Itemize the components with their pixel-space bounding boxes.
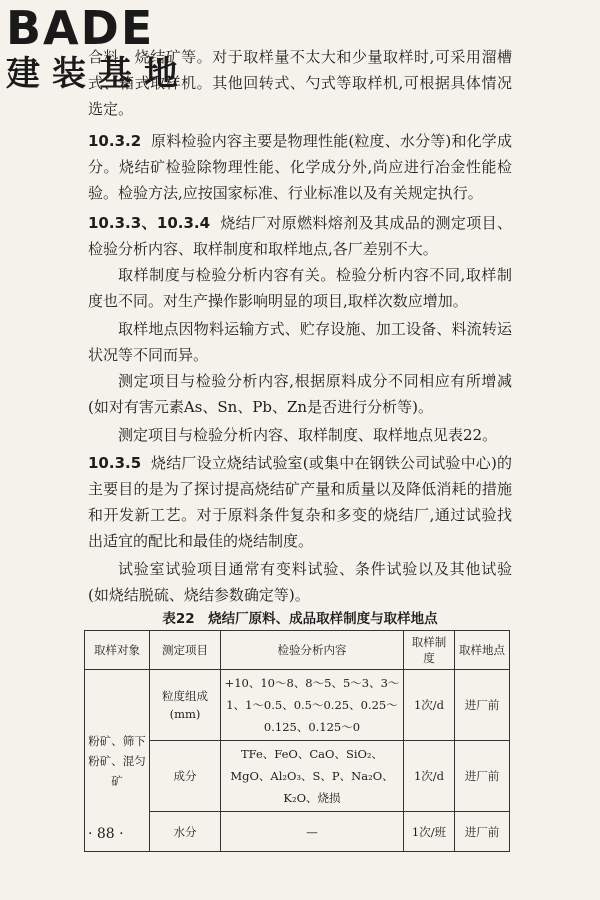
paragraph-sampling-system: 取样制度与检验分析内容有关。检验分析内容不同,取样制度也不同。对生产操作影响明显的项目,取样次数应增加。 — [88, 266, 512, 310]
table-cell: 水分 — [150, 812, 221, 852]
table-row — [85, 670, 510, 741]
table-cell: 粒度组成(mm) — [150, 670, 221, 741]
table-cell: 进厂前 — [455, 670, 510, 741]
table-cell: 进厂前 — [455, 812, 510, 852]
header-cell: 取样制度 — [404, 631, 455, 670]
table-cell: 成分 — [150, 741, 221, 812]
table-cell: 进厂前 — [455, 741, 510, 812]
page-number: · 88 · — [88, 826, 124, 842]
section-number: 10.3.3、10.3.4 — [88, 214, 211, 232]
table-cell: 1次/d — [404, 741, 455, 812]
header-cell: 测定项目 — [150, 631, 221, 670]
sample-object-cell: 粉矿、筛下粉矿、混匀矿 — [85, 670, 150, 852]
paragraph-10-3-5 — [88, 450, 512, 554]
paragraph-sampling-location: 取样地点因物料运输方式、贮存设施、加工设备、料流转运状况等不同而异。 — [88, 320, 512, 364]
paragraph-text: 烧结厂设立烧结试验室(或集中在钢铁公司试验中心)的主要目的是为了探讨提高烧结矿产量和质量以及降低消耗的措施和开发新工艺。对于原料条件复杂和多变的烧结厂,通过试验找出适宜的配比和最佳的烧结制度。 — [88, 454, 512, 550]
header-cell: 检验分析内容 — [221, 631, 404, 670]
paragraph-text: 原料检验内容主要是物理性能(粒度、水分等)和化学成分。烧结矿检验除物理性能、化学成分外,尚应进行冶金性能检验。检验方法,应按国家标准、行业标准以及有关规定执行。 — [88, 132, 512, 202]
paragraph-table-ref: 测定项目与检验分析内容、取样制度、取样地点见表22。 — [118, 426, 498, 444]
paragraph-lab-tests: 试验室试验项目通常有变料试验、条件试验以及其他试验(如烧结脱硫、烧结参数确定等)。 — [88, 560, 512, 604]
paragraph-0: 合料、烧结矿等。对于取样量不太大和少量取样时,可采用溜槽式、箱式取样机。其他回转式、勺式等取样机,可根据具体情况选定。 — [88, 48, 512, 118]
table-header-row — [85, 631, 510, 670]
table-cell: +10、10～8、8～5、5～3、3～1、1～0.5、0.5～0.25、0.25～0.125、0.125～0 — [221, 670, 404, 741]
section-number: 10.3.5 — [88, 454, 142, 472]
table-cell: 1次/d — [404, 670, 455, 741]
paragraph-text: 烧结厂对原燃料熔剂及其成品的测定项目、检验分析内容、取样制度和取样地点,各厂差别不大。 — [88, 214, 512, 258]
header-cell: 取样地点 — [455, 631, 510, 670]
logo-text-top: BADE — [6, 1, 155, 55]
header-cell: 取样对象 — [85, 631, 150, 670]
table-cell: 1次/班 — [404, 812, 455, 852]
paragraph-test-items: 测定项目与检验分析内容,根据原料成分不同相应有所增减(如对有害元素As、Sn、Pb、Zn是否进行分析等)。 — [88, 372, 512, 416]
logo-text-bottom: 建装基地 — [6, 54, 190, 94]
table-cell: TFe、FeO、CaO、SiO₂、MgO、Al₂O₃、S、P、Na₂O、K₂O、烧损 — [221, 741, 404, 812]
paragraph-10-3-3 — [88, 210, 512, 262]
section-number: 10.3.2 — [88, 132, 142, 150]
table-cell: — — [221, 812, 404, 852]
table-title: 表22 烧结厂原料、成品取样制度与取样地点 — [162, 611, 438, 627]
paragraph-10-3-2 — [88, 128, 512, 206]
sampling-table — [84, 630, 510, 852]
